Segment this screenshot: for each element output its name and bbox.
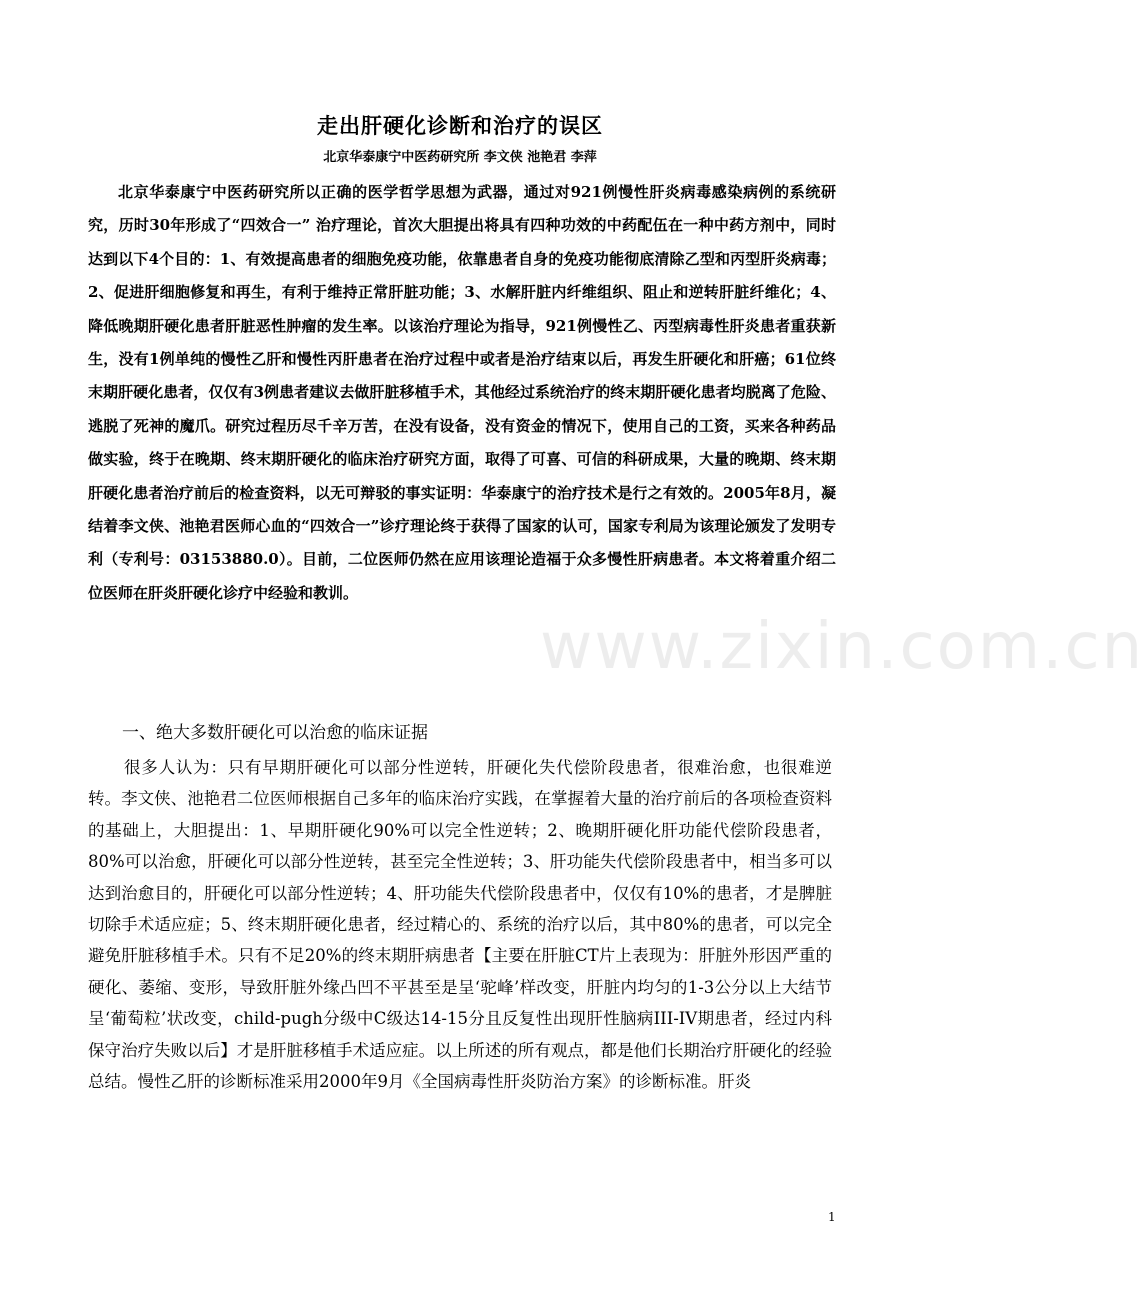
section-heading: 一、绝大多数肝硬化可以治愈的临床证据 — [122, 723, 428, 743]
section-body-paragraph: 很多人认为：只有早期肝硬化可以部分性逆转，肝硬化失代偿阶段患者，很难治愈，也很难逆转。李文侠、池艳君二位医师根据自己多年的临床治疗实践，在掌握着大量的治疗前后的各项检查资料的基础上，大胆提出：1、早期肝硬化90%可以完全性逆转；2、晚期肝硬化肝功能代偿阶段患者，80%可以治愈，肝硬化可以部分性逆转，甚至完全性逆转；3、肝功能失代偿阶段患者中，相当多可以达到治愈目的，肝硬化可以部分性逆转；4、肝功能失代偿阶段患者中，仅仅有10%的患者，才是脾脏切除手术适应症；5、终末期肝硬化患者，经过精心的、系统的治疗以后，其中80%的患者，可以完全避免肝脏移植手术。只有不足20%的终末期肝病患者【主要在肝脏CT片上表现为：肝脏外形因严重的硬化、萎缩、变形，导致肝脏外缘凸凹不平甚至是呈‘驼峰’样改变，肝脏内均匀的1-3公分以上大结节呈‘葡萄粒’状改变，child-pugh分级中C级达14-15分且反复性出现肝性脑病III-IV期患者，经过内科保守治疗失败以后】才是肝脏移植手术适应症。以上所述的所有观点，都是他们长期治疗肝硬化的经验总结。慢性乙肝的诊断标准采用2000年9月《全国病毒性肝炎防治方案》的诊断标准。肝炎 — [88, 758, 832, 1092]
watermark-text: www.zixin.com.cn — [540, 610, 1144, 684]
page-number: 1 — [828, 1210, 836, 1224]
author-line: 北京华泰康宁中医药研究所 李文侠 池艳君 李萍 — [323, 150, 597, 165]
abstract-paragraph: 北京华泰康宁中医药研究所以正确的医学哲学思想为武器，通过对921例慢性肝炎病毒感染病例的系统研究，历时30年形成了“四效合一” 治疗理论，首次大胆提出将具有四种功效的中药配伍在一种中药方剂中，同时达到以下4个目的：1、有效提高患者的细胞免疫功能，依靠患者自身的免疫功能彻底清除乙型和丙型肝炎病毒；2、促进肝细胞修复和再生，有利于维持正常肝脏功能；3、水解肝脏内纤维组织、阻止和逆转肝脏纤维化；4、降低晚期肝硬化患者肝脏恶性肿瘤的发生率。以该治疗理论为指导，921例慢性乙、丙型病毒性肝炎患者重获新生，没有1例单纯的慢性乙肝和慢性丙肝患者在治疗过程中或者是治疗结束以后，再发生肝硬化和肝癌；61位终末期肝硬化患者，仅仅有3例患者建议去做肝脏移植手术，其他经过系统治疗的终末期肝硬化患者均脱离了危险、逃脱了死神的魔爪。研究过程历尽千辛万苦，在没有设备，没有资金的情况下，使用自己的工资，买来各种药品做实验，终于在晚期、终末期肝硬化的临床治疗研究方面，取得了可喜、可信的科研成果，大量的晚期、终末期肝硬化患者治疗前后的检查资料，以无可辩驳的事实证明：华泰康宁的治疗技术是行之有效的。2005年8月，凝结着李文侠、池艳君医师心血的“四效合一”诊疗理论终于获得了国家的认可，国家专利局为该理论颁发了发明专利（专利号：03153880.0）。目前，二位医师仍然在应用该理论造福于众多慢性肝病患者。本文将着重介绍二位医师在肝炎肝硬化诊疗中经验和教训。 — [88, 183, 836, 602]
document-title: 走出肝硬化诊断和治疗的误区 — [317, 114, 603, 139]
